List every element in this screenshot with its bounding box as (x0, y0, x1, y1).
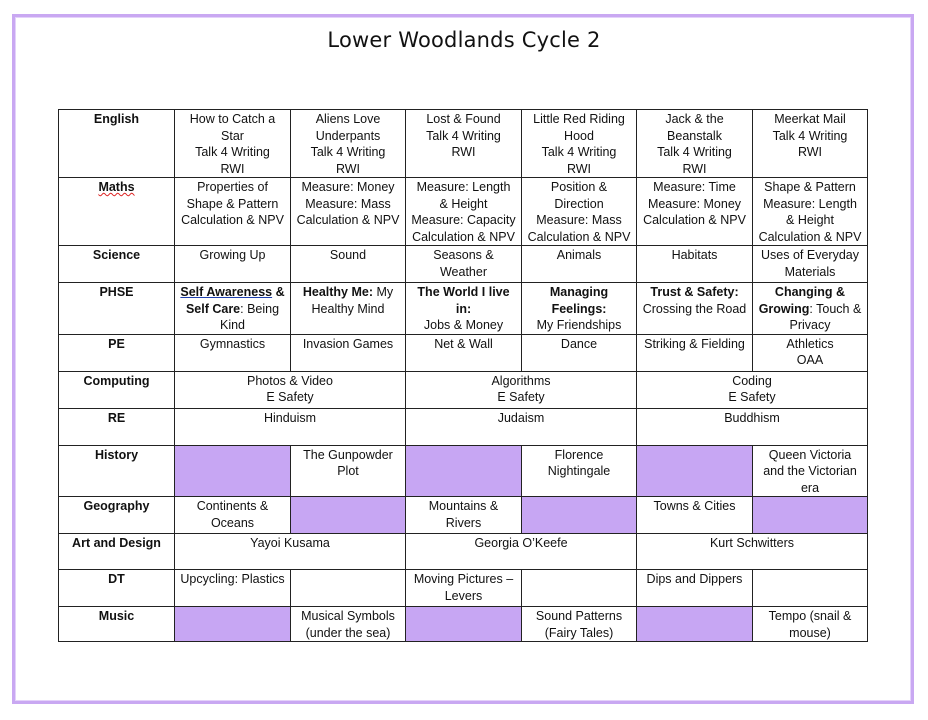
row-computing (59, 371, 868, 408)
cell: Dance (522, 334, 637, 371)
subject-pe: PE (59, 334, 175, 371)
subject-computing: Computing (59, 371, 175, 408)
cell: Changing & Growing: Touch & Privacy (753, 283, 868, 335)
cell: Aliens Love Underpants Talk 4 Writing RWI (291, 110, 406, 178)
cell (753, 570, 868, 607)
cell (291, 570, 406, 607)
row-phse (59, 283, 868, 335)
cell: Meerkat Mail Talk 4 Writing RWI (753, 110, 868, 178)
cell: Lost & Found Talk 4 Writing RWI (406, 110, 522, 178)
cell: Habitats (637, 246, 753, 283)
cell: Buddhism (637, 408, 868, 445)
cell: Animals (522, 246, 637, 283)
cell: How to Catch a Star Talk 4 Writing RWI (175, 110, 291, 178)
row-dt (59, 570, 868, 607)
cell: Net & Wall (406, 334, 522, 371)
cell (522, 570, 637, 607)
cell: Upcycling: Plastics (175, 570, 291, 607)
subject-art: Art and Design (59, 534, 175, 570)
subject-geography: Geography (59, 497, 175, 534)
cell: Tempo (snail & mouse) (753, 607, 868, 642)
cell: Jack & the Beanstalk Talk 4 Writing RWI (637, 110, 753, 178)
cell: Photos & Video E Safety (175, 371, 406, 408)
cell: Sound Patterns (Fairy Tales) (522, 607, 637, 642)
cell-highlight (637, 445, 753, 497)
cell-highlight (522, 497, 637, 534)
cell-highlight (637, 607, 753, 642)
cell: Algorithms E Safety (406, 371, 637, 408)
cell: Continents & Oceans (175, 497, 291, 534)
cell: Georgia O’Keefe (406, 534, 637, 570)
subject-re: RE (59, 408, 175, 445)
cell: Hinduism (175, 408, 406, 445)
cell: Healthy Me: My Healthy Mind (291, 283, 406, 335)
cell: Mountains & Rivers (406, 497, 522, 534)
cell: Measure: Length & Height Measure: Capacity Calculation & NPV (406, 178, 522, 246)
cell: Judaism (406, 408, 637, 445)
row-history (59, 445, 868, 497)
cell: Self Awareness & Self Care: Being Kind (175, 283, 291, 335)
cell: Properties of Shape & Pattern Calculation & NPV (175, 178, 291, 246)
cell: Gymnastics (175, 334, 291, 371)
subject-science: Science (59, 246, 175, 283)
row-art (59, 534, 868, 570)
cell: Florence Nightingale (522, 445, 637, 497)
row-music (59, 607, 868, 642)
subject-dt: DT (59, 570, 175, 607)
cell-highlight (175, 445, 291, 497)
cell: Growing Up (175, 246, 291, 283)
cell: The World I live in: Jobs & Money (406, 283, 522, 335)
subject-maths: Maths (59, 178, 175, 246)
cell: Shape & Pattern Measure: Length & Height Calculation & NPV (753, 178, 868, 246)
row-geography (59, 497, 868, 534)
cell-highlight (291, 497, 406, 534)
cell: Uses of Everyday Materials (753, 246, 868, 283)
cell: Managing Feelings: My Friendships (522, 283, 637, 335)
cell: Dips and Dippers (637, 570, 753, 607)
cell: Invasion Games (291, 334, 406, 371)
cell: Position & Direction Measure: Mass Calculation & NPV (522, 178, 637, 246)
cell: Sound (291, 246, 406, 283)
row-re (59, 408, 868, 445)
cell: Trust & Safety: Crossing the Road (637, 283, 753, 335)
subject-english: English (59, 110, 175, 178)
cell-highlight (753, 497, 868, 534)
cell: Striking & Fielding (637, 334, 753, 371)
row-english (59, 110, 868, 178)
row-science (59, 246, 868, 283)
cell: Seasons & Weather (406, 246, 522, 283)
cell: Measure: Money Measure: Mass Calculation & NPV (291, 178, 406, 246)
subject-phse: PHSE (59, 283, 175, 335)
cell: The Gunpowder Plot (291, 445, 406, 497)
row-maths (59, 178, 868, 246)
cell-highlight (406, 445, 522, 497)
page-title: Lower Woodlands Cycle 2 (327, 28, 601, 52)
cell: Little Red Riding Hood Talk 4 Writing RWI (522, 110, 637, 178)
cell: Musical Symbols (under the sea) (291, 607, 406, 642)
cell-highlight (406, 607, 522, 642)
row-pe (59, 334, 868, 371)
cell: Athletics OAA (753, 334, 868, 371)
cell: Coding E Safety (637, 371, 868, 408)
cell: Queen Victoria and the Victorian era (753, 445, 868, 497)
subject-music: Music (59, 607, 175, 642)
cell: Kurt Schwitters (637, 534, 868, 570)
cell: Measure: Time Measure: Money Calculation & NPV (637, 178, 753, 246)
cell: Yayoi Kusama (175, 534, 406, 570)
subject-history: History (59, 445, 175, 497)
cell-highlight (175, 607, 291, 642)
curriculum-table (58, 109, 868, 642)
cell: Moving Pictures – Levers (406, 570, 522, 607)
cell: Towns & Cities (637, 497, 753, 534)
